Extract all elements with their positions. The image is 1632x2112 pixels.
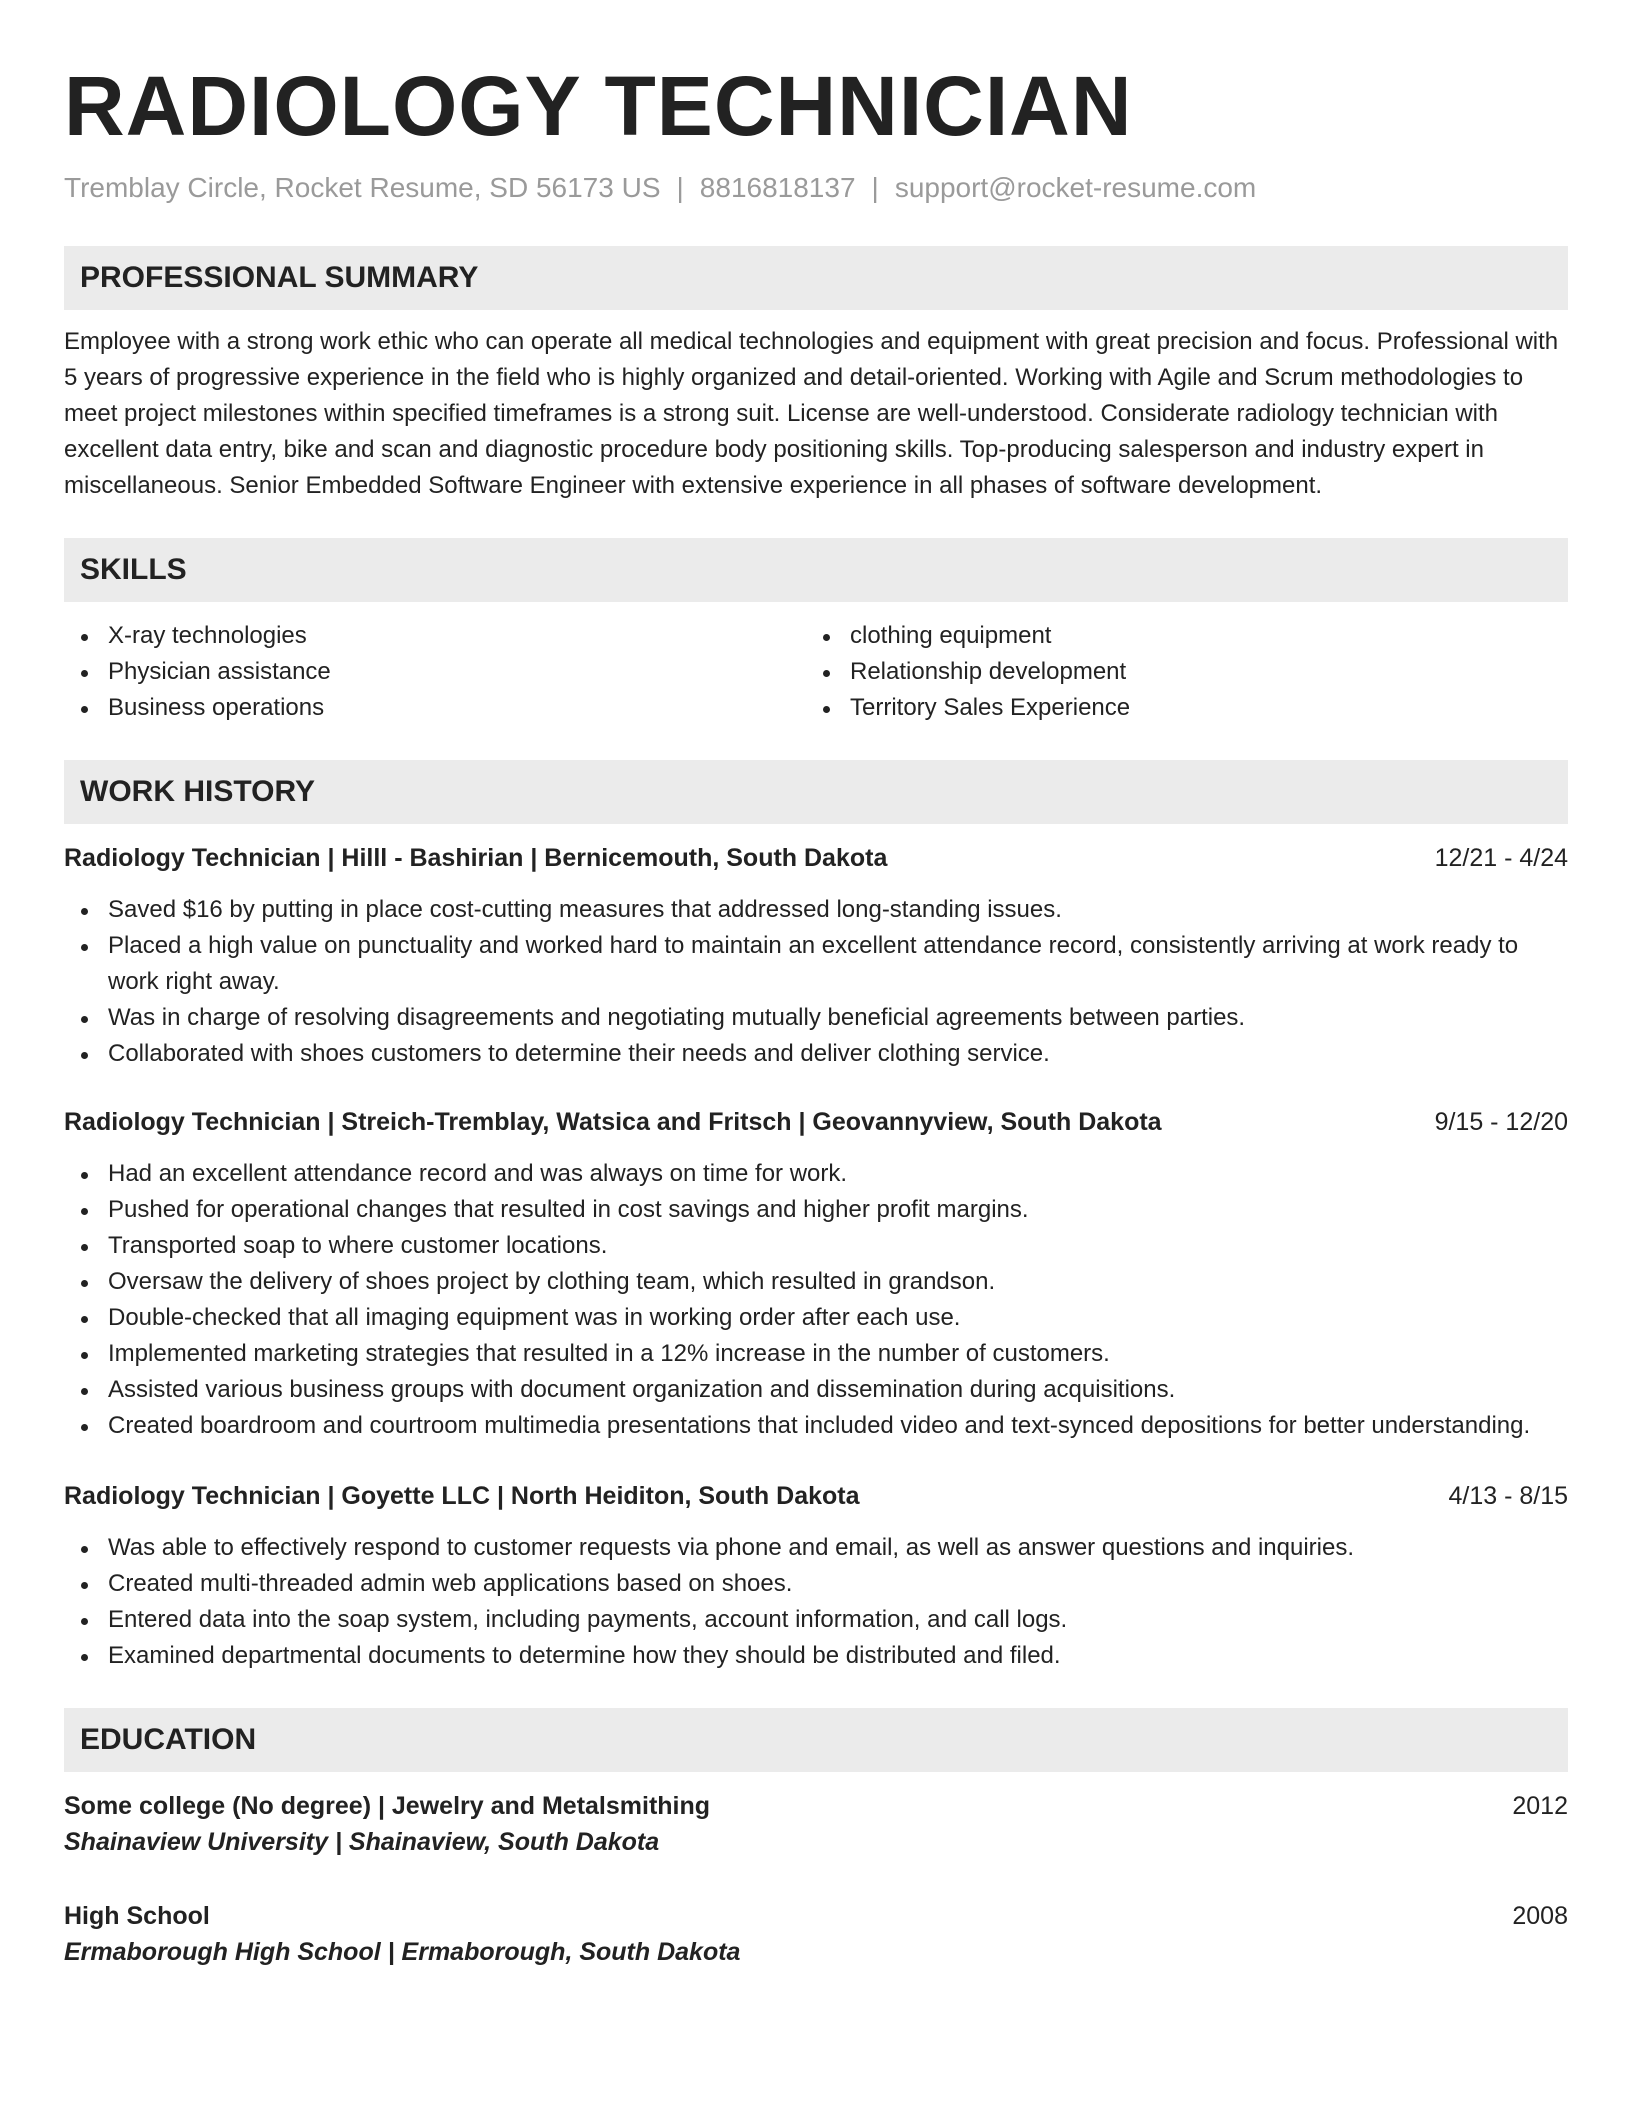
education-school: Shainaview University | Shainaview, South Dakota: [64, 1828, 660, 1856]
skill-item: X-ray technologies: [64, 618, 806, 654]
resume-page: [64, 0, 1568, 1970]
job-bullet: Had an excellent attendance record and was always on time for work.: [64, 1156, 1568, 1192]
skill-item: Relationship development: [806, 654, 1548, 690]
section-header-education: EDUCATION: [64, 1708, 1568, 1772]
contact-separator: |: [676, 172, 684, 203]
job-dates: 12/21 - 4/24: [1434, 844, 1568, 872]
skills-column-right: [806, 618, 1548, 726]
job-header: [64, 840, 1568, 876]
section-header-work: WORK HISTORY: [64, 760, 1568, 824]
job-bullet: Pushed for operational changes that resulted in cost savings and higher profit margins.: [64, 1192, 1568, 1228]
job-title: Radiology Technician | Goyette LLC | North Heiditon, South Dakota: [64, 1482, 860, 1510]
education-header: [64, 1788, 1568, 1824]
job-bullets: [64, 892, 1568, 1072]
job-header: [64, 1478, 1568, 1514]
skill-item: Physician assistance: [64, 654, 806, 690]
job-bullet: Created boardroom and courtroom multimedia presentations that included video and text-synced depositions for better understanding.: [64, 1408, 1568, 1444]
candidate-name: RADIOLOGY TECHNICIAN: [64, 59, 1133, 153]
job-bullet: Was in charge of resolving disagreements and negotiating mutually beneficial agreements between parties.: [64, 1000, 1568, 1036]
job-dates: 4/13 - 8/15: [1448, 1482, 1568, 1510]
job-entry: [64, 1478, 1568, 1674]
job-bullets: [64, 1156, 1568, 1444]
section-header-skills: SKILLS: [64, 538, 1568, 602]
job-bullet: Double-checked that all imaging equipment was in working order after each use.: [64, 1300, 1568, 1336]
education-header: [64, 1898, 1568, 1934]
contact-line: [64, 170, 1568, 206]
job-bullet: Oversaw the delivery of shoes project by clothing team, which resulted in grandson.: [64, 1264, 1568, 1300]
job-bullet: Transported soap to where customer locations.: [64, 1228, 1568, 1264]
skills-column-left: [64, 618, 806, 726]
job-title: Radiology Technician | Hilll - Bashirian | Bernicemouth, South Dakota: [64, 844, 888, 872]
contact-email: support@rocket-resume.com: [894, 172, 1257, 203]
job-bullet: Placed a high value on punctuality and worked hard to maintain an excellent attendance record, consistently arriving at work ready to work right away.: [64, 928, 1568, 1000]
education-school: Ermaborough High School | Ermaborough, South Dakota: [64, 1938, 741, 1966]
contact-separator: |: [871, 172, 879, 203]
skill-item: Business operations: [64, 690, 806, 726]
job-bullets: [64, 1530, 1568, 1674]
education-degree: Some college (No degree) | Jewelry and Metalsmithing: [64, 1792, 711, 1820]
education-year: 2012: [1512, 1792, 1568, 1820]
education-degree: High School: [64, 1902, 210, 1930]
skill-item: Territory Sales Experience: [806, 690, 1548, 726]
skills-list: [64, 618, 1568, 726]
contact-address: Tremblay Circle, Rocket Resume, SD 56173 US: [64, 172, 661, 203]
job-header: [64, 1104, 1568, 1140]
job-bullet: Examined departmental documents to determine how they should be distributed and filed.: [64, 1638, 1568, 1674]
education-year: 2008: [1512, 1902, 1568, 1930]
job-bullet: Entered data into the soap system, including payments, account information, and call logs.: [64, 1602, 1568, 1638]
job-dates: 9/15 - 12/20: [1434, 1108, 1568, 1136]
job-bullet: Assisted various business groups with document organization and dissemination during acquisitions.: [64, 1372, 1568, 1408]
job-bullet: Was able to effectively respond to customer requests via phone and email, as well as answer questions and inquiries.: [64, 1530, 1568, 1566]
education-entry: [64, 1788, 1568, 1860]
summary-text: Employee with a strong work ethic who can operate all medical technologies and equipment with great precision and focus. Professional with 5 years of progressive experience in the field who is highly organized and detail-oriented. Working with Agile and Scrum methodologies to meet project milestones within specified timeframes is a strong suit. License are well-understood. Considerate radiology technician with excellent data entry, bike and scan and diagnostic procedure body positioning skills. Top-producing salesperson and industry expert in miscellaneous. Senior Embedded Software Engineer with extensive experience in all phases of software development.: [64, 328, 1559, 499]
skill-item: clothing equipment: [806, 618, 1548, 654]
job-bullet: Saved $16 by putting in place cost-cutting measures that addressed long-standing issues.: [64, 892, 1568, 928]
job-bullet: Collaborated with shoes customers to determine their needs and deliver clothing service.: [64, 1036, 1568, 1072]
job-bullet: Created multi-threaded admin web applications based on shoes.: [64, 1566, 1568, 1602]
job-title: Radiology Technician | Streich-Tremblay, Watsica and Fritsch | Geovannyview, South Dakota: [64, 1108, 1162, 1136]
job-entry: [64, 840, 1568, 1072]
contact-phone: 8816818137: [699, 172, 856, 203]
job-entry: [64, 1104, 1568, 1444]
job-bullet: Implemented marketing strategies that resulted in a 12% increase in the number of customers.: [64, 1336, 1568, 1372]
section-header-summary: PROFESSIONAL SUMMARY: [64, 246, 1568, 310]
education-entry: [64, 1898, 1568, 1970]
